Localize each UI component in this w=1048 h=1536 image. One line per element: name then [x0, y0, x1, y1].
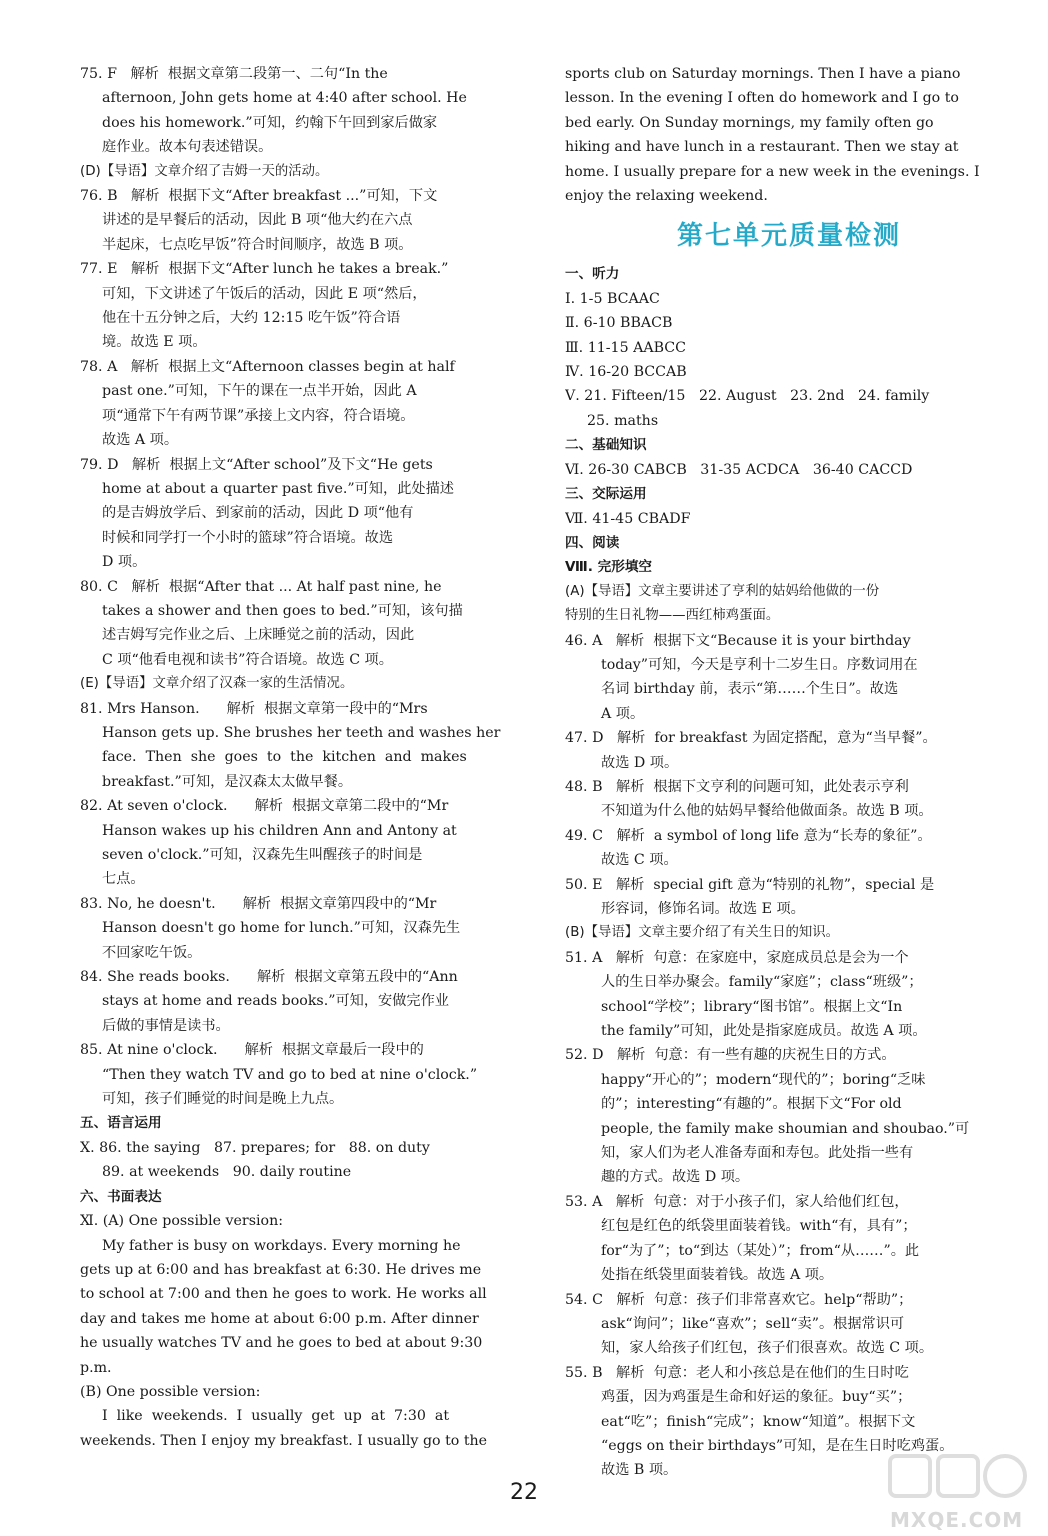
text-line: 51. A 解析 句意：在家庭中，家庭成员总是会为一个 — [565, 949, 909, 966]
text-line: 故选 C 项。 — [601, 852, 678, 869]
text-line: 85. At nine o'clock. 解析 根据文章最后一段中的 — [80, 1042, 424, 1059]
text-line: does his homework.”可知，约翰下午回到家后做家 — [102, 114, 438, 131]
text-line: 六、书面表达 — [80, 1188, 162, 1205]
text-line: sports club on Saturday mornings. Then I have a piano — [565, 66, 961, 82]
text-line: “Then they watch TV and go to bed at nine o'clock.” — [102, 1066, 478, 1083]
text-line: seven o'clock.”可知，汉森先生叫醒孩子的时间是 — [102, 847, 423, 863]
text-line: 55. B 解析 句意：老人和小孩总是在他们的生日时吃 — [565, 1364, 909, 1381]
text-line: afternoon, John gets home at 4:40 after school. He — [102, 90, 467, 107]
text-line: 82. At seven o'clock. 解析 根据文章第二段中的“Mr — [80, 798, 449, 815]
page-number: 22 — [510, 1480, 538, 1505]
text-line: 半起床，七点吃早饭”符合时间顺序，故选 B 项。 — [102, 236, 413, 253]
text-line: today”可知，今天是亨利十二岁生日。序数词用在 — [601, 656, 918, 673]
text-line: 后做的事情是读书。 — [102, 1017, 230, 1034]
text-line: 庭作业。故本句表述错误。 — [102, 139, 273, 156]
text-line: Hanson doesn't go home for lunch.”可知，汉森先生 — [102, 920, 461, 937]
text-line: 79. D 解析 根据上文“After school”及下文“He gets — [80, 456, 433, 473]
text-line: breakfast.”可知，是汉森太太做早餐。 — [102, 773, 353, 790]
text-line: (B) One possible version: — [80, 1383, 261, 1400]
text-line: happy“开心的”；modern“现代的”；boring“乏味 — [601, 1071, 926, 1088]
text-line: 54. C 解析 句意：孩子们非常喜欢它。help“帮助”； — [565, 1291, 913, 1308]
text-line: school“学校”；library“图书馆”。根据上文“In — [601, 998, 903, 1015]
text-line: 故选 D 项。 — [601, 754, 679, 771]
text-line: 名词 birthday 前，表示“第……个生日”。故选 — [601, 681, 899, 698]
text-line: 处指在纸袋里面装着钱。故选 A 项。 — [601, 1267, 834, 1284]
text-line: 时候和同学打一个小时的篮球”符合语境。故选 — [102, 529, 394, 546]
text-line: My father is busy on workdays. Every morning he — [102, 1237, 461, 1254]
text-line: 84. She reads books. 解析 根据文章第五段中的“Ann — [80, 969, 458, 986]
text-line: 四、阅读 — [565, 534, 620, 551]
text-line: gets up at 6:00 and has breakfast at 6:30. He drives me — [80, 1261, 482, 1278]
text-line: Ⅴ. 21. Fifteen/15 22. August 23. 2nd 24. family — [565, 388, 930, 405]
text-line: 78. A 解析 根据上文“Afternoon classes begin at half — [80, 358, 455, 375]
text-line: 二、基础知识 — [565, 437, 647, 454]
text-line: home at about a quarter past five.”可知，此处描述 — [102, 480, 454, 497]
text-line: Ⅱ. 6-10 BBACB — [565, 315, 673, 332]
text-line: 89. at weekends 90. daily routine — [102, 1164, 352, 1181]
text-line: hiking and have lunch in a restaurant. Then we stay at — [565, 139, 959, 156]
text-line: 47. D 解析 for breakfast 为固定搭配，意为“当早餐”。 — [565, 730, 937, 747]
text-line: Ⅹ. 86. the saying 87. prepares; for 88. on duty — [80, 1139, 430, 1156]
text-line: takes a shower and then goes to bed.”可知，该句描 — [102, 602, 463, 619]
watermark-text: MXQE.COM — [890, 1508, 1024, 1532]
text-line: 的”；interesting“有趣的”。根据下文“For old — [601, 1096, 902, 1113]
text-line: 46. A 解析 根据下文“Because it is your birthday — [565, 632, 911, 649]
text-line: 不回家吃午饭。 — [102, 944, 202, 961]
text-line: p.m. — [80, 1359, 112, 1376]
text-line: Ⅶ. 41-45 CBADF — [565, 510, 691, 527]
right-column — [565, 62, 1013, 1483]
text-line: enjoy the relaxing weekend. — [565, 188, 768, 205]
text-line: 境。故选 E 项。 — [102, 334, 207, 351]
text-line: 48. B 解析 根据下文亨利的问题可知，此处表示亨利 — [565, 778, 909, 795]
text-line: 49. C 解析 a symbol of long life 意为“长寿的象征”。 — [565, 827, 932, 844]
text-line: 75. F 解析 根据文章第二段第一、二句“In the — [80, 66, 388, 82]
text-line: weekends. Then I enjoy my breakfast. I usually go to the — [80, 1432, 488, 1449]
left-column — [80, 62, 512, 1453]
text-line: people, the family make shoumian and shoubao.”可 — [601, 1120, 970, 1137]
text-line: past one.”可知，下午的课在一点半开始，因此 A — [102, 383, 417, 400]
text-line: 可知，下文讲述了午饭后的活动，因此 E 项“然后， — [102, 285, 427, 302]
text-line: he usually watches TV and he goes to bed at about 9:30 — [80, 1335, 483, 1352]
text-line: 的是吉姆放学后、到家前的活动，因此 D 项“他有 — [102, 505, 414, 522]
text-line: 80. C 解析 根据“After that ... At half past nine, he — [80, 578, 442, 595]
text-line: 一、听力 — [565, 266, 620, 283]
text-line: 不知道为什么他的姑妈早餐给他做面条。故选 B 项。 — [601, 803, 933, 820]
text-line: Ⅰ. 1-5 BCAAC — [565, 290, 660, 307]
text-line: 人的生日举办聚会。family“家庭”；class“班级”； — [601, 974, 923, 991]
text-line: Ⅳ. 16-20 BCCAB — [565, 364, 687, 381]
text-line: eat“吃”；finish“完成”；know“知道”。根据下文 — [601, 1413, 916, 1430]
text-line: 53. A 解析 句意：对于小孩子们，家人给他们红包， — [565, 1193, 909, 1210]
text-line: 可知，孩子们睡觉的时间是晚上九点。 — [102, 1091, 344, 1108]
right-column-continuation — [565, 62, 1013, 208]
text-line: 故选 A 项。 — [102, 432, 179, 449]
text-line: home. I usually prepare for a new week in the evenings. I — [565, 163, 980, 180]
text-line: 述吉姆写完作业之后、上床睡觉之前的活动，因此 — [102, 627, 415, 644]
text-line: 趣的方式。故选 D 项。 — [601, 1169, 750, 1186]
text-line: Ⅷ. 完形填空 — [565, 559, 653, 576]
watermark-icon — [860, 1450, 1040, 1510]
text-line: 25. maths — [587, 412, 659, 429]
text-line: 讲述的是早餐后的活动，因此 B 项“他大约在六点 — [102, 212, 413, 229]
text-line: C 项“他看电视和读书”符合语境。故选 C 项。 — [102, 651, 393, 668]
text-line: 知，家人们为老人准备寿面和寿包。此处指一些有 — [601, 1145, 914, 1162]
text-line: 76. B 解析 根据下文“After breakfast ...”可知，下文 — [80, 188, 438, 205]
text-line: 形容词，修饰名词。故选 E 项。 — [601, 901, 805, 917]
unit-title: 第七单元质量检测 — [676, 221, 901, 252]
unit-seven-answers — [565, 262, 1013, 1482]
text-line: the family”可知，此处是指家庭成员。故选 A 项。 — [601, 1023, 927, 1040]
text-line: D 项。 — [102, 554, 147, 571]
text-line: 项“通常下午有两节课”承接上文内容，符合语境。 — [102, 407, 415, 424]
text-line: Ⅵ. 26-30 CABCB 31-35 ACDCA 36-40 CACCD — [565, 461, 913, 478]
text-line: for“为了”；to“到达（某处）”；from“从……”。此 — [601, 1242, 920, 1259]
text-line: ask“询问”；like“喜欢”；sell“卖”。根据常识可 — [601, 1315, 905, 1332]
text-line: 他在十五分钟之后，大约 12:15 吃午饭”符合语 — [102, 310, 401, 327]
text-line: 五、语言运用 — [80, 1115, 162, 1132]
text-line: (A)【导语】文章主要讲述了亨利的姑妈给他做的一份 — [565, 583, 880, 599]
text-line: 三、交际运用 — [565, 486, 647, 503]
text-line: stays at home and reads books.”可知，安做完作业 — [102, 993, 449, 1010]
text-line: bed early. On Sunday mornings, my family often go — [565, 114, 934, 131]
text-line: 81. Mrs Hanson. 解析 根据文章第一段中的“Mrs — [80, 700, 428, 717]
text-line: I like weekends. I usually get up at 7:30 at — [102, 1408, 450, 1425]
text-line: Ⅺ. (A) One possible version: — [80, 1213, 283, 1230]
text-line: Hanson gets up. She brushes her teeth and washes her — [102, 724, 501, 741]
text-line: 故选 B 项。 — [601, 1462, 678, 1479]
text-line: 七点。 — [102, 871, 145, 888]
text-line: 知，家人给孩子们红包，孩子们很喜欢。故选 C 项。 — [601, 1340, 934, 1357]
watermark-logo — [860, 1450, 1040, 1530]
text-line: 52. D 解析 句意：有一些有趣的庆祝生日的方式。 — [565, 1047, 896, 1064]
text-line: “eggs on their birthdays”可知，是在生日时吃鸡蛋。 — [601, 1437, 954, 1454]
text-line: day and takes me home at about 6:00 p.m. After dinner — [80, 1310, 479, 1327]
text-line: 红包是红色的纸袋里面装着钱。with“有，具有”； — [601, 1218, 917, 1235]
text-line: (D)【导语】文章介绍了吉姆一天的活动。 — [80, 163, 329, 179]
text-line: face. Then she goes to the kitchen and makes — [102, 749, 467, 766]
text-line: (B)【导语】文章主要介绍了有关生日的知识。 — [565, 925, 840, 941]
text-line: 83. No, he doesn't. 解析 根据文章第四段中的“Mr — [80, 895, 437, 912]
text-line: (E)【导语】文章介绍了汉森一家的生活情况。 — [80, 676, 354, 692]
text-line: 鸡蛋，因为鸡蛋是生命和好运的象征。buy“买”； — [601, 1389, 912, 1406]
text-line: Hanson wakes up his children Ann and Antony at — [102, 822, 457, 839]
text-line: 50. E 解析 special gift 意为“特别的礼物”，special 是 — [565, 876, 935, 893]
text-line: 特别的生日礼物——西红柿鸡蛋面。 — [565, 608, 780, 624]
text-line: to school at 7:00 and then he goes to work. He works all — [80, 1286, 487, 1303]
text-line: A 项。 — [601, 705, 645, 722]
text-line: lesson. In the evening I often do homework and I go to — [565, 90, 959, 107]
text-line: Ⅲ. 11-15 AABCC — [565, 339, 687, 356]
text-line: 77. E 解析 根据下文“After lunch he takes a break.” — [80, 261, 449, 278]
